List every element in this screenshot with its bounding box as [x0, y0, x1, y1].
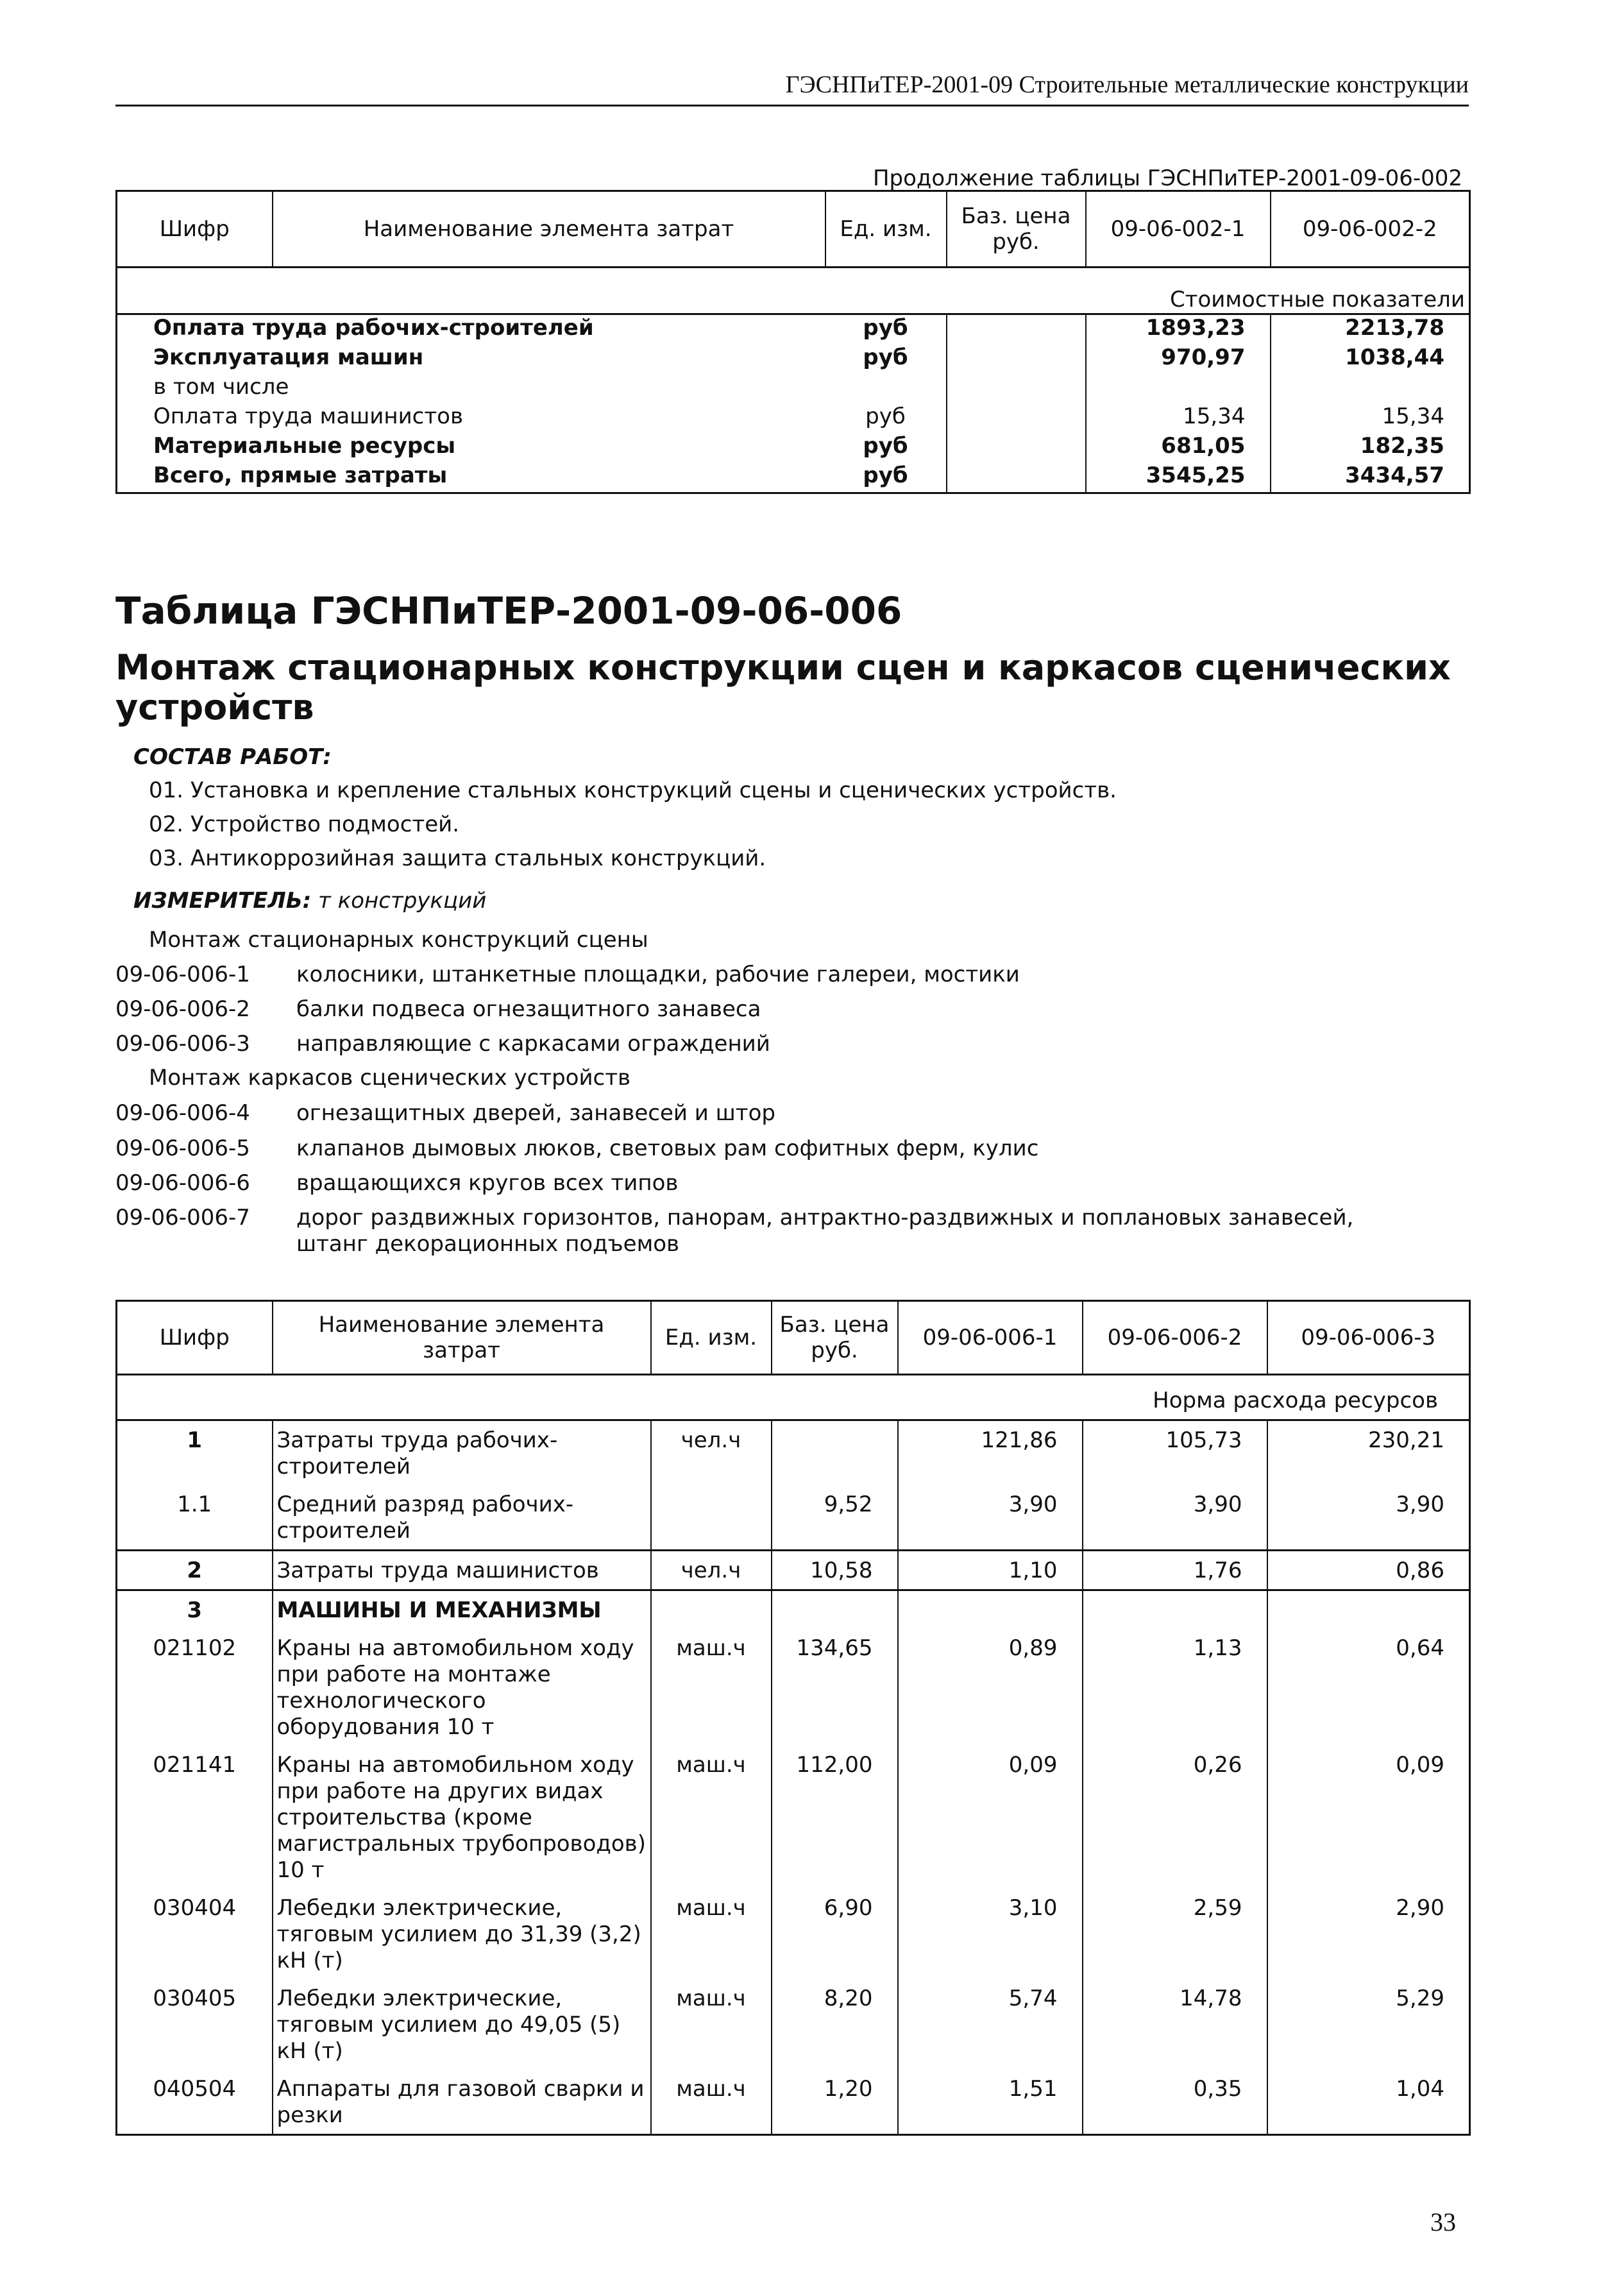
variant-desc: дорог раздвижных горизонтов, панорам, антрактно-раздвижных и поплановых занавесей, штанг декорационных подъемов — [296, 1205, 1354, 1257]
cell-v2: 15,34 — [1271, 404, 1470, 433]
cell-name: МАШИНЫ И МЕХАНИЗМЫ — [273, 1590, 651, 1630]
composition-label: СОСТАВ РАБОТ: — [133, 744, 332, 770]
variant-desc: вращающихся кругов всех типов — [296, 1170, 679, 1196]
table-row — [117, 463, 1470, 493]
cell-name: Оплата труда рабочих-строителей — [153, 315, 594, 341]
header-col-1: 09-06-002-1 — [1086, 191, 1271, 268]
cell-base: 112,00 — [772, 1746, 898, 1889]
work-item: 03. Антикоррозийная защита стальных конструкций. — [149, 846, 766, 871]
table-row — [117, 433, 1470, 463]
cell-name: Аппараты для газовой сварки и резки — [273, 2070, 651, 2135]
cell-unit: чел.ч — [651, 1551, 772, 1590]
table-subheader: Норма расхода ресурсов — [117, 1375, 1470, 1420]
table-subheader-row — [117, 1375, 1470, 1420]
cell-unit: руб — [863, 433, 908, 459]
cell-v3: 3,90 — [1267, 1485, 1470, 1551]
table-subheader-row — [117, 268, 1470, 314]
cell-v3: 230,21 — [1267, 1420, 1470, 1486]
cell-v1: 3,10 — [898, 1889, 1083, 1979]
cell-v3: 0,09 — [1267, 1746, 1470, 1889]
table-row — [117, 345, 1470, 374]
cell-code: 040504 — [153, 2076, 237, 2102]
cell-v1: 1893,23 — [1086, 314, 1271, 345]
table-row — [117, 404, 1470, 433]
header-name: Наименование элемента затрат — [273, 1301, 651, 1375]
cell-base — [947, 463, 1086, 493]
cell-name: Краны на автомобильном ходу при работе на других видах строительства (кроме магистральных трубопроводов) 10 т — [273, 1746, 651, 1889]
cell-code: 1 — [187, 1427, 203, 1453]
running-header: ГЭСНПиТЕР-2001-09 Строительные металлические конструкции — [785, 71, 1469, 98]
cell-v2: 3,90 — [1083, 1485, 1267, 1551]
cell-v2: 182,35 — [1271, 433, 1470, 463]
cell-v3: 1,04 — [1267, 2070, 1470, 2135]
table-row — [117, 1590, 1470, 1630]
cell-unit: маш.ч — [651, 1979, 772, 2070]
cell-v1: 15,34 — [1086, 404, 1271, 433]
cell-code: 030404 — [153, 1895, 237, 1921]
work-item: 01. Установка и крепление стальных конструкций сцены и сценических устройств. — [149, 778, 1117, 803]
cell-unit: руб — [863, 463, 908, 488]
cell-name: Всего, прямые затраты — [153, 463, 448, 488]
header-unit: Ед. изм. — [825, 191, 947, 268]
cell-v2: 1,76 — [1083, 1551, 1267, 1590]
cell-v1: 0,09 — [898, 1746, 1083, 1889]
cell-base — [947, 314, 1086, 345]
table-row — [117, 1979, 1470, 2070]
cell-unit: руб — [865, 404, 906, 429]
cell-unit: маш.ч — [651, 1629, 772, 1746]
work-item: 02. Устройство подмостей. — [149, 812, 460, 837]
variant-code: 09-06-006-2 — [115, 996, 250, 1022]
measure-line — [133, 888, 486, 914]
resource-norms-table — [115, 1300, 1471, 2136]
cell-code: 021102 — [153, 1635, 237, 1661]
table-row — [117, 374, 1470, 404]
variant-code: 09-06-006-7 — [115, 1205, 250, 1230]
cell-v2 — [1083, 1590, 1267, 1630]
cell-v3 — [1267, 1590, 1470, 1630]
cell-v2: 2213,78 — [1271, 314, 1470, 345]
cell-v2: 2,59 — [1083, 1889, 1267, 1979]
cell-unit — [651, 1590, 772, 1630]
cell-unit — [651, 1485, 772, 1551]
header-code: Шифр — [159, 1325, 230, 1350]
page-number: 33 — [1430, 2208, 1456, 2236]
variant-code: 09-06-006-6 — [115, 1170, 250, 1196]
cell-v1 — [898, 1590, 1083, 1630]
table-header-row — [117, 191, 1470, 268]
variant-desc: клапанов дымовых люков, световых рам софитных ферм, кулис — [296, 1136, 1039, 1161]
table-row — [117, 1889, 1470, 1979]
cell-v1: 121,86 — [898, 1420, 1083, 1486]
cell-base — [947, 404, 1086, 433]
cell-name: Эксплуатация машин — [153, 345, 424, 370]
cell-v1: 3545,25 — [1086, 463, 1271, 493]
cell-v2: 1,13 — [1083, 1629, 1267, 1746]
variant-desc: огнезащитных дверей, занавесей и штор — [296, 1100, 775, 1126]
header-name: Наименование элемента затрат — [273, 191, 825, 268]
variant-code: 09-06-006-1 — [115, 962, 250, 987]
cell-name: Средний разряд рабочих-строителей — [273, 1485, 651, 1551]
cell-v2: 105,73 — [1083, 1420, 1267, 1486]
header-unit: Ед. изм. — [651, 1301, 772, 1375]
cell-base: 1,20 — [772, 2070, 898, 2135]
cell-name: Краны на автомобильном ходу при работе на монтаже технологического оборудования 10 т — [273, 1629, 651, 1746]
header-col-3: 09-06-006-3 — [1267, 1301, 1470, 1375]
cell-v3: 0,64 — [1267, 1629, 1470, 1746]
cell-unit: руб — [863, 315, 908, 341]
cell-code: 3 — [117, 1590, 273, 1630]
cost-indicators-table — [115, 190, 1471, 494]
header-col-1: 09-06-006-1 — [898, 1301, 1083, 1375]
table-row — [117, 314, 1470, 345]
header-base-price: Баз. цена руб. — [947, 191, 1086, 268]
cell-v3: 2,90 — [1267, 1889, 1470, 1979]
continuation-caption: Продолжение таблицы ГЭСНПиТЕР-2001-09-06-002 — [872, 166, 1462, 191]
cell-name: Затраты труда машинистов — [273, 1551, 651, 1590]
cell-base: 6,90 — [772, 1889, 898, 1979]
cell-name: Лебедки электрические, тяговым усилием до 49,05 (5) кН (т) — [273, 1979, 651, 2070]
variant-desc: колосники, штанкетные площадки, рабочие галереи, мостики — [296, 962, 1020, 987]
cell-base: 8,20 — [772, 1979, 898, 2070]
cell-v1: 1,10 — [898, 1551, 1083, 1590]
cell-base — [772, 1590, 898, 1630]
header-code: Шифр — [117, 191, 273, 268]
table-row — [117, 1420, 1470, 1486]
cell-v1: 0,89 — [898, 1629, 1083, 1746]
cell-base — [772, 1420, 898, 1486]
cell-v1: 681,05 — [1086, 433, 1271, 463]
cell-v2: 14,78 — [1083, 1979, 1267, 2070]
cell-unit: руб — [863, 345, 908, 370]
cell-name: Лебедки электрические, тяговым усилием до 31,39 (3,2) кН (т) — [273, 1889, 651, 1979]
table-row — [117, 1485, 1470, 1551]
cell-v3: 0,86 — [1267, 1551, 1470, 1590]
cell-v1: 5,74 — [898, 1979, 1083, 2070]
cell-unit: маш.ч — [651, 2070, 772, 2135]
cell-v1: 3,90 — [898, 1485, 1083, 1551]
variant-code: 09-06-006-3 — [115, 1031, 250, 1057]
header-col-2: 09-06-002-2 — [1302, 216, 1437, 242]
table-row — [117, 1551, 1470, 1590]
cell-name: Материальные ресурсы — [153, 433, 456, 459]
cell-base: 9,52 — [772, 1485, 898, 1551]
cell-base — [947, 433, 1086, 463]
section-title: Монтаж стационарных конструкции сцен и каркасов сценических устройств — [115, 647, 1451, 728]
table-row — [117, 1746, 1470, 1889]
header-base-price: Баз. цена руб. — [772, 1301, 898, 1375]
cell-name: Оплата труда машинистов — [153, 404, 464, 429]
cell-name: Затраты труда рабочих-строителей — [273, 1420, 651, 1486]
cell-v2 — [1271, 374, 1470, 404]
cell-code: 030405 — [153, 1986, 237, 2011]
cell-v3: 5,29 — [1267, 1979, 1470, 2070]
cell-v1: 970,97 — [1086, 345, 1271, 374]
variant-group-title: Монтаж стационарных конструкций сцены — [149, 927, 648, 953]
cell-v2: 0,35 — [1083, 2070, 1267, 2135]
table-row — [117, 2070, 1470, 2135]
cell-unit — [825, 374, 947, 404]
cell-base — [947, 345, 1086, 374]
cell-unit: чел.ч — [651, 1420, 772, 1486]
cell-base: 10,58 — [772, 1551, 898, 1590]
cell-v1: 1,51 — [898, 2070, 1083, 2135]
cell-v2: 3434,57 — [1271, 463, 1470, 493]
variant-code: 09-06-006-4 — [115, 1100, 250, 1126]
header-col-2: 09-06-006-2 — [1083, 1301, 1267, 1375]
cell-base: 134,65 — [772, 1629, 898, 1746]
table-row — [117, 1629, 1470, 1746]
cell-v2: 1038,44 — [1271, 345, 1470, 374]
cell-code: 2 — [117, 1551, 273, 1590]
table-title: Таблица ГЭСНПиТЕР-2001-09-06-006 — [115, 589, 902, 633]
variant-code: 09-06-006-5 — [115, 1136, 250, 1161]
cell-unit: маш.ч — [651, 1746, 772, 1889]
table-subheader: Стоимостные показатели — [117, 268, 1470, 314]
measure-label: ИЗМЕРИТЕЛЬ: — [133, 888, 312, 914]
cell-code: 1.1 — [177, 1492, 212, 1517]
cell-v2: 0,26 — [1083, 1746, 1267, 1889]
header-rule — [115, 105, 1469, 106]
variant-desc: балки подвеса огнезащитного занавеса — [296, 996, 761, 1022]
cell-unit: маш.ч — [651, 1889, 772, 1979]
cell-base — [947, 374, 1086, 404]
cell-v1 — [1086, 374, 1271, 404]
cell-code: 021141 — [153, 1752, 237, 1778]
table-header-row — [117, 1301, 1470, 1375]
measure-value: т конструкций — [318, 888, 487, 914]
cell-name: в том числе — [153, 374, 289, 400]
variant-desc: направляющие с каркасами ограждений — [296, 1031, 770, 1057]
variant-group-title: Монтаж каркасов сценических устройств — [149, 1065, 631, 1091]
